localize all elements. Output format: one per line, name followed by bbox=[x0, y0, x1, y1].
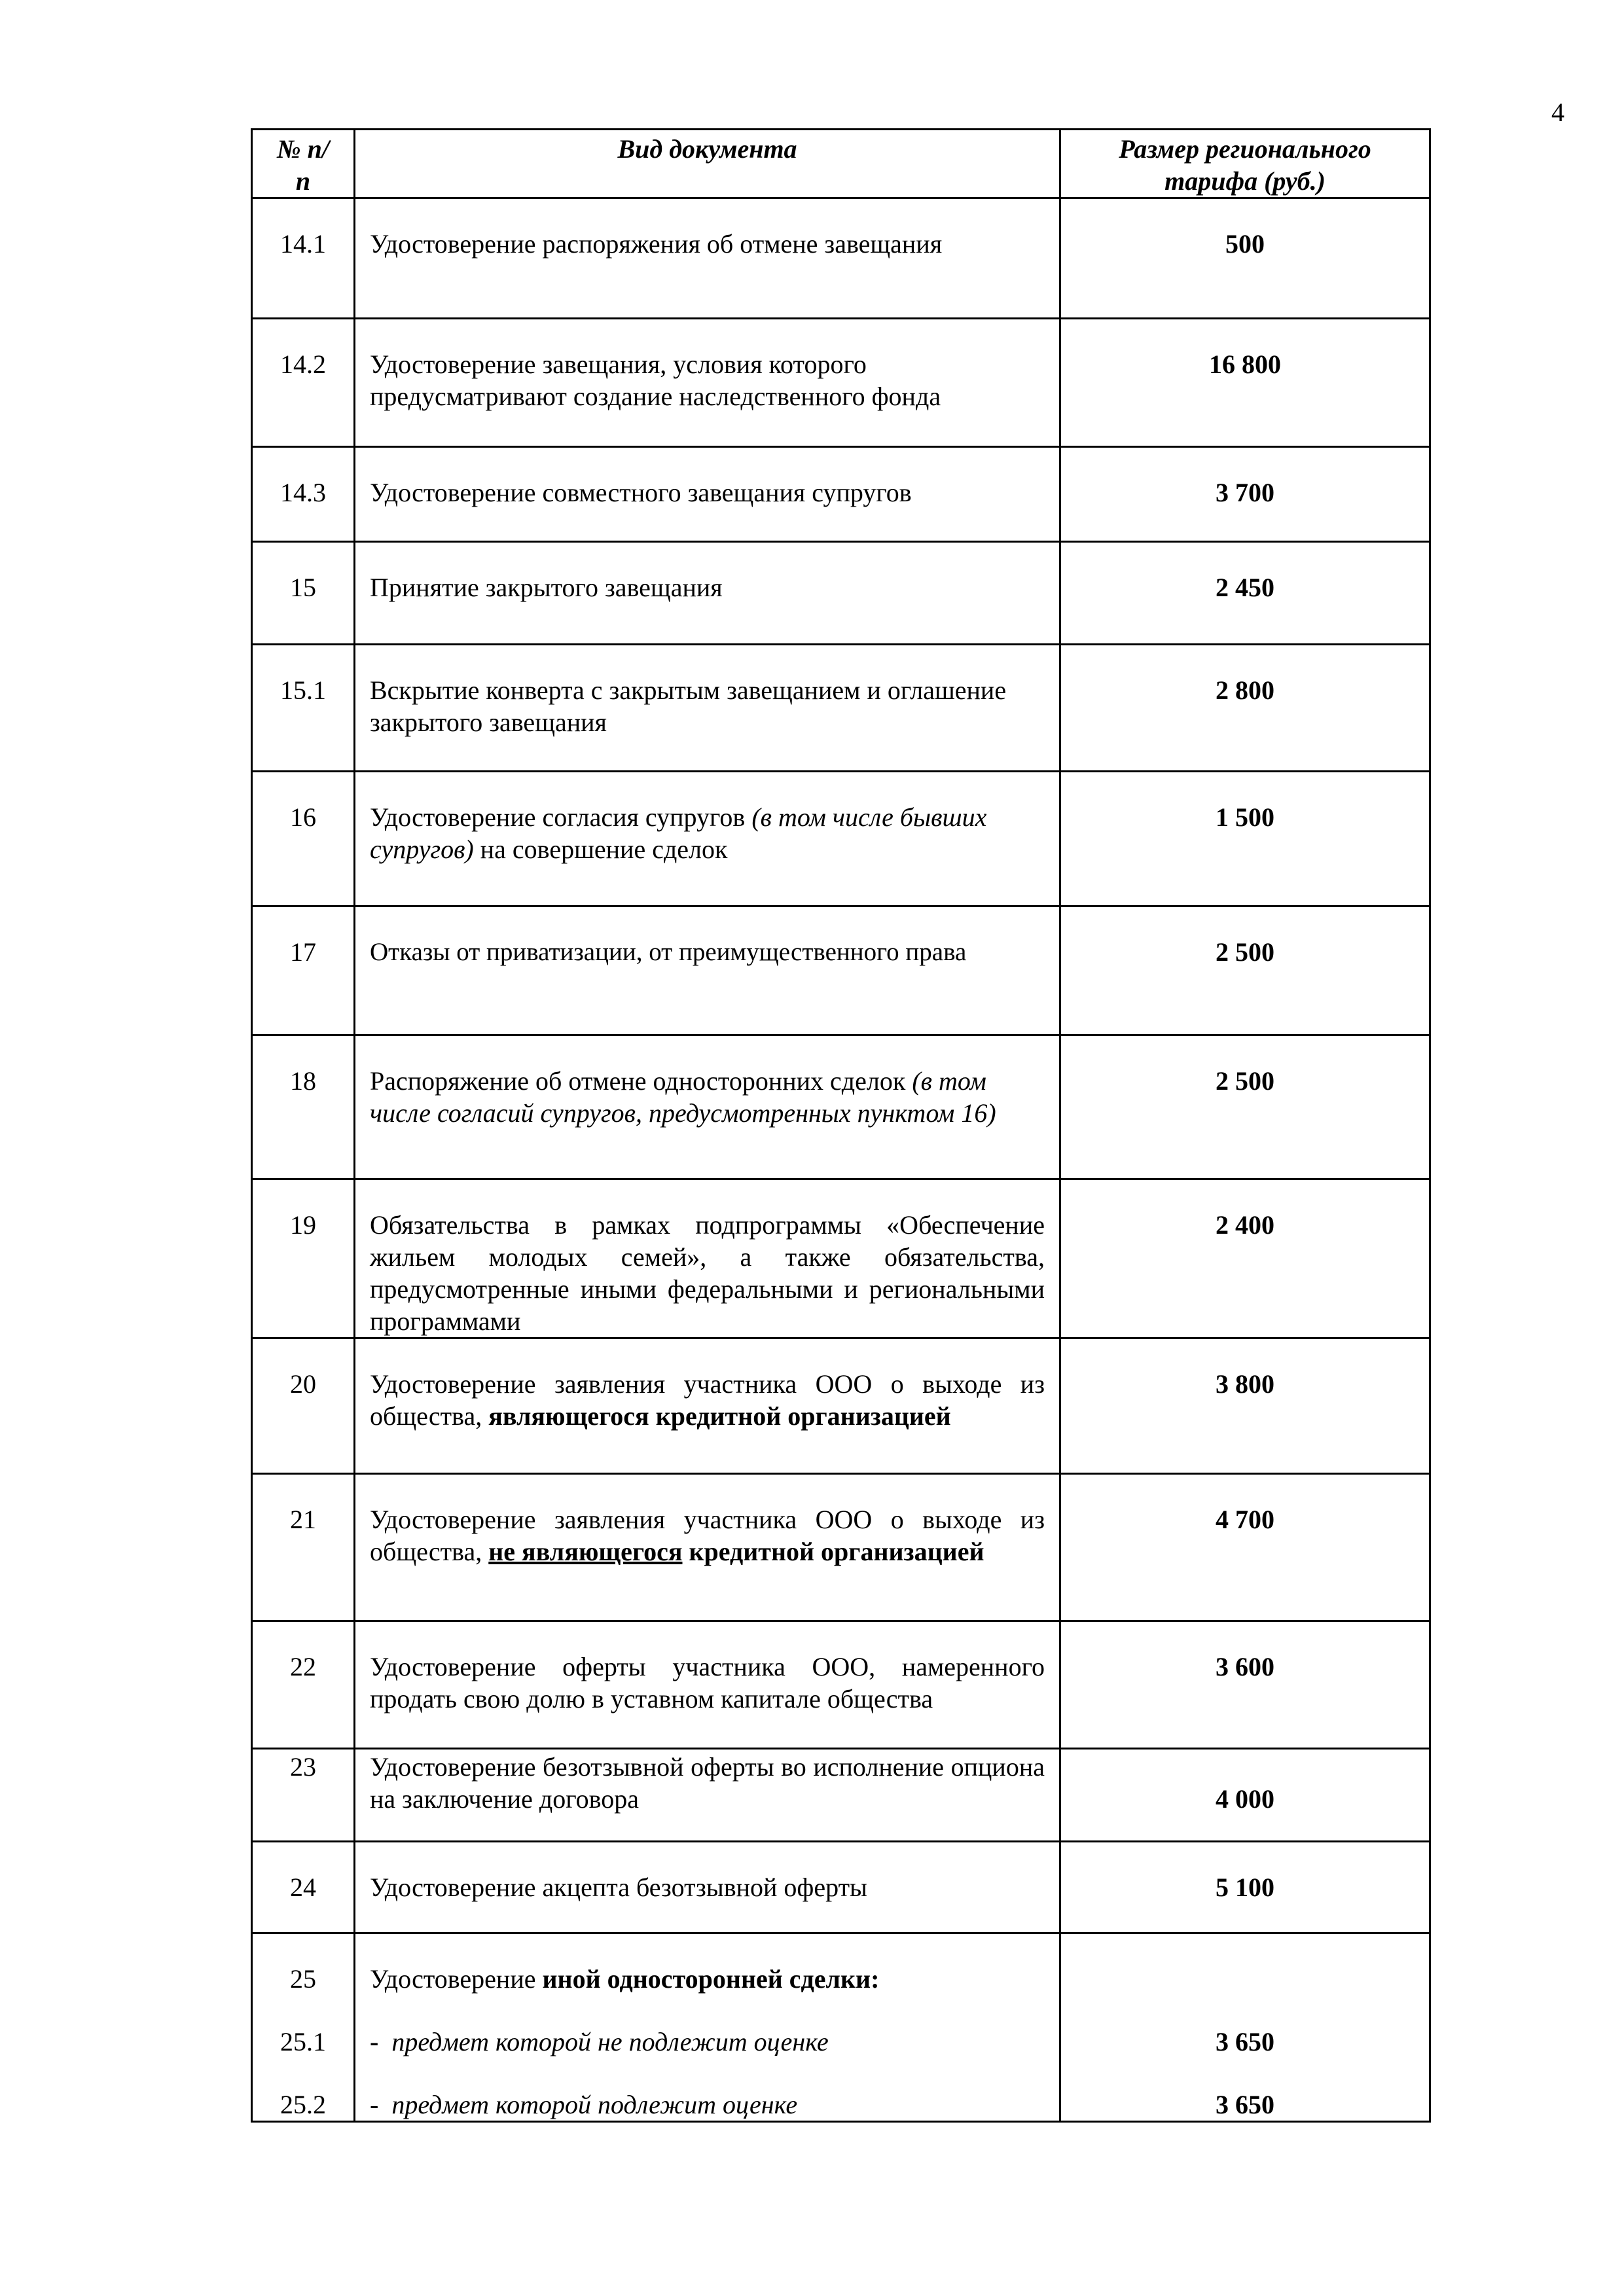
row-number bbox=[252, 1933, 355, 2122]
table-row bbox=[252, 645, 1430, 772]
row-tariff: 1 500 bbox=[1060, 772, 1430, 906]
row-tariff: 2 400 bbox=[1060, 1179, 1430, 1338]
row-number-25-2: 25.2 bbox=[280, 2090, 326, 2119]
table-row bbox=[252, 1338, 1430, 1474]
row-number: 15 bbox=[252, 542, 355, 645]
row-document: Удостоверение заявления участника ООО о выходе из общества, являющегося кредитной организацией bbox=[355, 1338, 1060, 1474]
table-row bbox=[252, 1621, 1430, 1749]
row-tariff bbox=[1060, 1933, 1430, 2122]
table-row bbox=[252, 542, 1430, 645]
row-25-2-text: - предмет которой подлежит оценке bbox=[370, 2090, 798, 2119]
row-tariff: 4 700 bbox=[1060, 1474, 1430, 1621]
row-number: 17 bbox=[252, 906, 355, 1035]
row-number: 18 bbox=[252, 1035, 355, 1179]
row-document: Вскрытие конверта с закрытым завещанием и оглашение закрытого завещания bbox=[355, 645, 1060, 772]
header-tariff: Размер регионального тарифа (руб.) bbox=[1060, 130, 1430, 198]
row-document: Удостоверение совместного завещания супругов bbox=[355, 447, 1060, 542]
row-tariff: 3 800 bbox=[1060, 1338, 1430, 1474]
row-tariff-25-1: 3 650 bbox=[1216, 2027, 1274, 2056]
table-row bbox=[252, 1933, 1430, 2122]
row-document: Обязательства в рамках подпрограммы «Обеспечение жильем молодых семей», а также обязательства, предусмотренные иными федеральными и региональными программами bbox=[355, 1179, 1060, 1338]
row-number: 22 bbox=[252, 1621, 355, 1749]
row-number: 14.2 bbox=[252, 319, 355, 447]
row-number: 14.1 bbox=[252, 198, 355, 319]
row-number: 20 bbox=[252, 1338, 355, 1474]
table-row bbox=[252, 1842, 1430, 1933]
row-document: Удостоверение согласия супругов (в том числе бывших супругов) на совершение сделок bbox=[355, 772, 1060, 906]
table-header-row bbox=[252, 130, 1430, 198]
row-document bbox=[355, 1933, 1060, 2122]
row-tariff: 3 600 bbox=[1060, 1621, 1430, 1749]
row-document: Принятие закрытого завещания bbox=[355, 542, 1060, 645]
tariff-table bbox=[251, 128, 1431, 2123]
row-tariff: 5 100 bbox=[1060, 1842, 1430, 1933]
row-tariff-25-2: 3 650 bbox=[1216, 2090, 1274, 2119]
row-document: Отказы от приватизации, от преимущественного права bbox=[355, 906, 1060, 1035]
row-document: Распоряжение об отмене односторонних сделок (в том числе согласий супругов, предусмотренных пунктом 16) bbox=[355, 1035, 1060, 1179]
row-tariff: 3 700 bbox=[1060, 447, 1430, 542]
row-25-1-text: - предмет которой не подлежит оценке bbox=[370, 2027, 829, 2056]
row-document: Удостоверение безотзывной оферты во исполнение опциона на заключение договора bbox=[355, 1749, 1060, 1842]
row-number: 19 bbox=[252, 1179, 355, 1338]
table-row bbox=[252, 906, 1430, 1035]
row-document: Удостоверение акцепта безотзывной оферты bbox=[355, 1842, 1060, 1933]
table-row bbox=[252, 1179, 1430, 1338]
page-number: 4 bbox=[1551, 98, 1564, 127]
row-tariff: 500 bbox=[1060, 198, 1430, 319]
row-25-title: Удостоверение иной односторонней сделки: bbox=[370, 1964, 880, 1994]
row-number-25-1: 25.1 bbox=[280, 2027, 326, 2056]
table-row bbox=[252, 1474, 1430, 1621]
header-document-type: Вид документа bbox=[355, 130, 1060, 198]
row-tariff: 2 800 bbox=[1060, 645, 1430, 772]
row-document: Удостоверение заявления участника ООО о выходе из общества, не являющегося кредитной организацией bbox=[355, 1474, 1060, 1621]
row-number: 23 bbox=[252, 1749, 355, 1842]
row-number: 16 bbox=[252, 772, 355, 906]
table-row bbox=[252, 1749, 1430, 1842]
table-row bbox=[252, 319, 1430, 447]
row-document: Удостоверение завещания, условия которого предусматривают создание наследственного фонда bbox=[355, 319, 1060, 447]
row-tariff: 16 800 bbox=[1060, 319, 1430, 447]
table-row bbox=[252, 447, 1430, 542]
table-row bbox=[252, 772, 1430, 906]
header-number: № п/п bbox=[252, 130, 355, 198]
row-document: Удостоверение распоряжения об отмене завещания bbox=[355, 198, 1060, 319]
row-tariff: 2 500 bbox=[1060, 906, 1430, 1035]
table-row bbox=[252, 1035, 1430, 1179]
row-number: 24 bbox=[252, 1842, 355, 1933]
row-document: Удостоверение оферты участника ООО, намеренного продать свою долю в уставном капитале общества bbox=[355, 1621, 1060, 1749]
row-number-25: 25 bbox=[290, 1964, 316, 1994]
row-number: 21 bbox=[252, 1474, 355, 1621]
table-row bbox=[252, 198, 1430, 319]
row-number: 15.1 bbox=[252, 645, 355, 772]
row-tariff: 2 450 bbox=[1060, 542, 1430, 645]
row-number: 14.3 bbox=[252, 447, 355, 542]
row-tariff: 4 000 bbox=[1060, 1749, 1430, 1842]
row-tariff: 2 500 bbox=[1060, 1035, 1430, 1179]
